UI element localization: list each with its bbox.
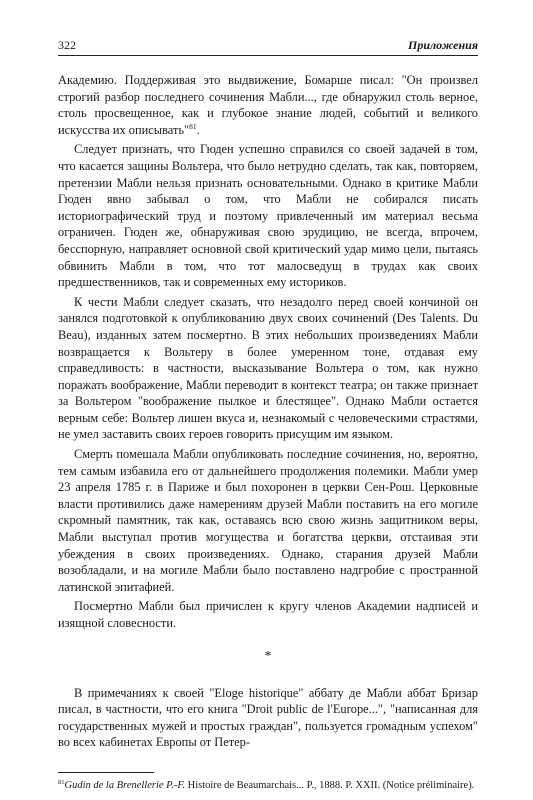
footnote-reference: 81 bbox=[189, 121, 197, 131]
footnote-divider bbox=[58, 772, 154, 773]
paragraph-4: Смерть помешала Мабли опубликовать последние сочинения, но, вероятно, тем самым избавила его от дальнейшего продолжения полемики. Мабли умер 23 апреля 1785 г. в Париже и был похоронен в церкви Сен-Рош. Церковные власти противились даже намерениям друзей Мабли поставить на его могиле скромный памятник, так как, оставаясь всю свою жизнь защитником веры, Мабли выступал против могущества и богатства церкви, отстаивая эти убеждения в своих произведениях. Однако, старания друзей Мабли возобладали, и на могиле Мабли было поставлено надгробие с пространной латинской эпитафией. bbox=[58, 447, 478, 594]
paragraph-3: К чести Мабли следует сказать, что незадолго перед своей кончиной он занялся подготовкой к опубликованию двух своих сочинений (Des Talents. Du Beau), изданных затем посмертно. В этих небольших произведениях Мабли возвращается к Вольтеру в более умеренном тоне, отдавая ему справедливость: в частности, высказывание Вольтера о том, как нужно поражать воображение, Мабли переводит в контекст театра; он также признает за Вольтером "воображение пылкое и блестящее". Однако Мабли остается верным себе: Вольтер лишен вкуса и, незнакомый с человеческими страстями, не умел заставить своих героев говорить присущим им языком. bbox=[58, 294, 478, 442]
running-header bbox=[58, 38, 478, 56]
paragraph-1: Академию. Поддерживая это выдвижение, Бомарше писал: "Он произвел строгий разбор последнего сочинения Мабли..., где обнаружил столь верное, столь просвещенное, как и глубокое знание людей, событий и великого искусства их описывать"$^{81}$. bbox=[58, 73, 478, 137]
page-number: 322 bbox=[58, 38, 76, 52]
footnote bbox=[58, 779, 478, 793]
paragraph-5: Посмертно Мабли был причислен к кругу членов Академии надписей и изящной словесности. bbox=[58, 599, 478, 630]
footnote-number: 81 bbox=[58, 778, 65, 786]
section-title: Приложения bbox=[408, 38, 478, 52]
page bbox=[58, 38, 478, 793]
section-separator: * bbox=[264, 648, 272, 664]
footnote-text: Histoire de Beaumarchais... P., 1888. P. XXII. (Notice préliminaire). bbox=[185, 779, 475, 791]
paragraph-2: Следует признать, что Гюден успешно справился со своей задачей в том, что касается защины Вольтера, что было нетрудно сделать, так как, повторяем, претензии Мабли нельзя признать основательными. Однако в критике Мабли Гюден явно забывал о том, что Мабли не собирался писать историографический труд и поэтому привлеченный им материал весьма ограничен. Гюден же, обнаруживая свою эрудицию, не всегда, впрочем, бесспорную, направляет основной свой критический удар мимо цели, пытаясь обвинить Мабли в том, что тот малосведущ в трудах как своих предшественников, так и современных ему историков. bbox=[58, 142, 478, 290]
main-text bbox=[58, 72, 478, 751]
footnote-author: Gudin de la Brenellerie P.-F. bbox=[64, 779, 186, 791]
paragraph-6: В примечаниях к своей "Eloge historique" аббату де Мабли аббат Бризар писал, в частности, что его книга "Droit public de l'Europe...", "написанная для государственных мужей и простых граждан", пользуется громадным успехом" во всех кабинетах Европы от Петер- bbox=[58, 685, 478, 750]
paragraph-1-text: Академию. Поддерживая это выдвижение, Бомарше писал: "Он произвел строгий разбор последнего сочинения Мабли..., где обнаружил столь верное, столь просвещенное, как и глубокое знание людей, событий и великого искусства их описывать" bbox=[58, 73, 478, 137]
